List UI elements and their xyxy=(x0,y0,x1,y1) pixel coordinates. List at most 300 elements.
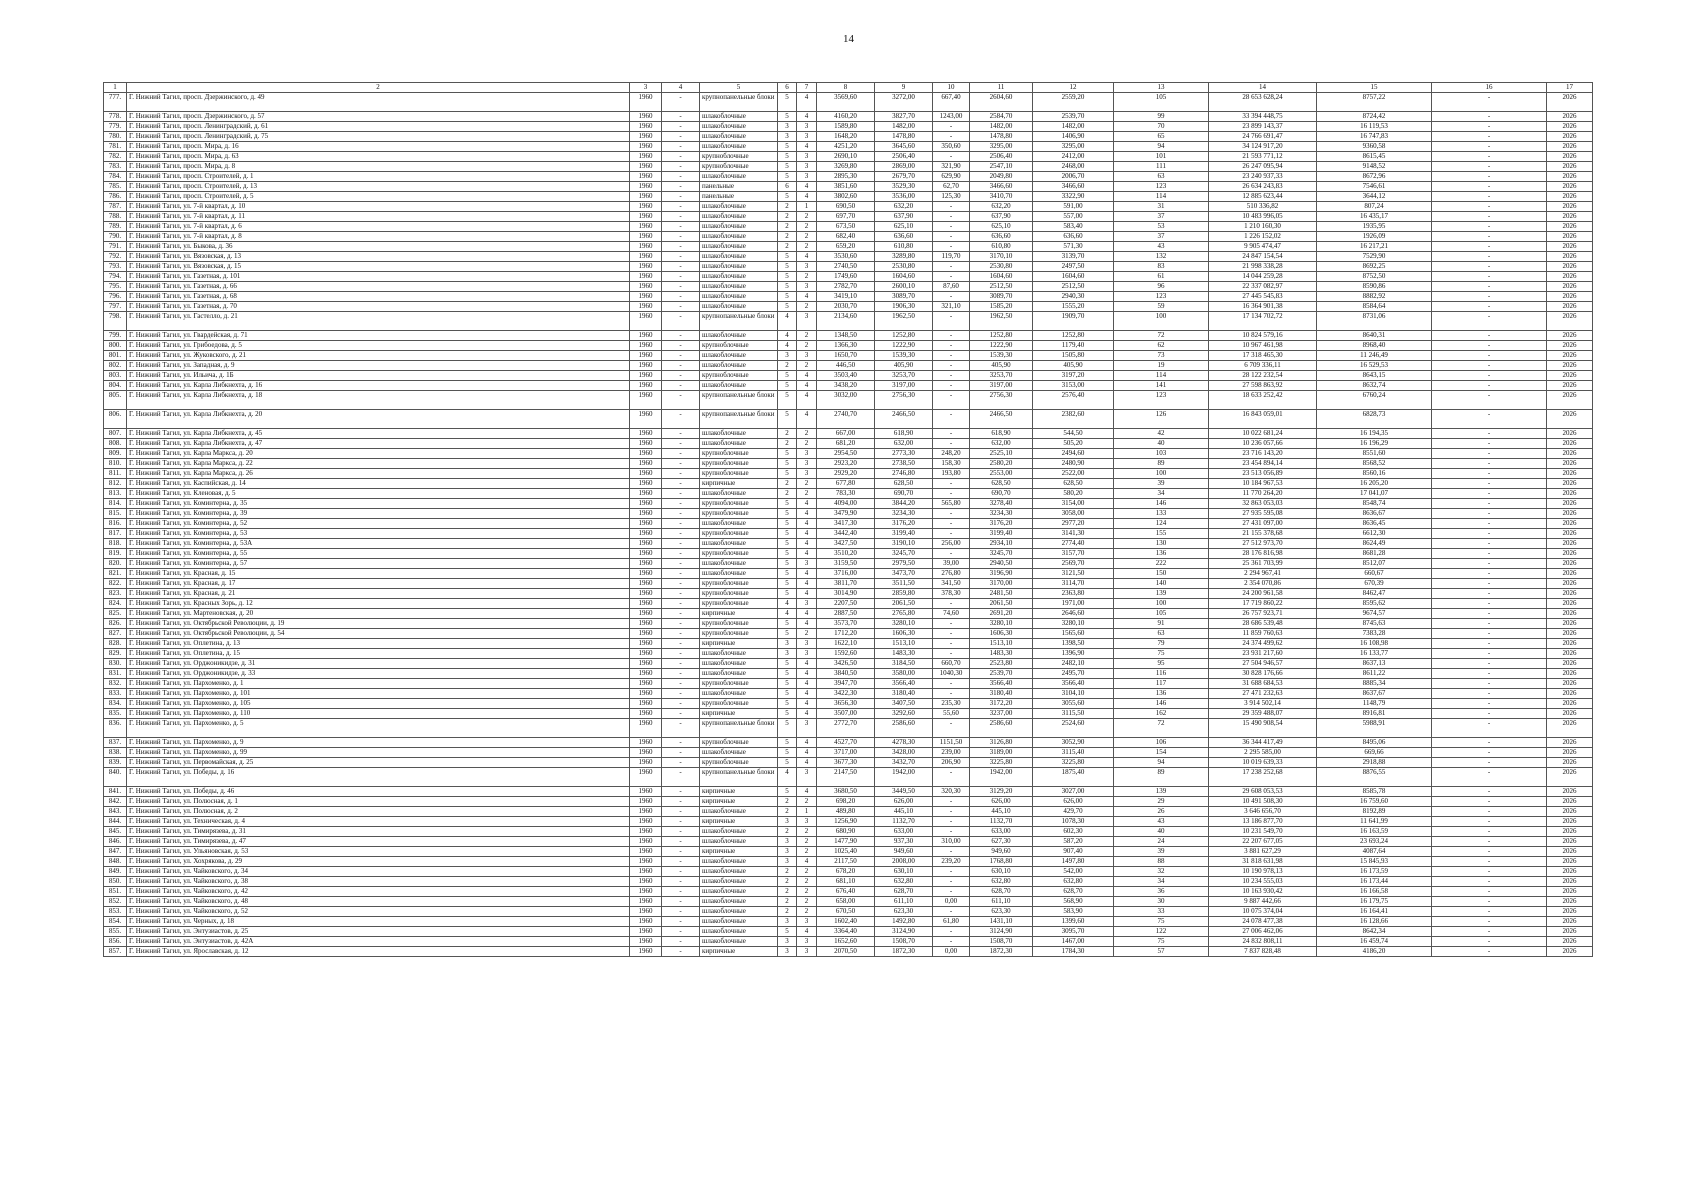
table-cell: 637,90 xyxy=(875,212,933,222)
table-cell: 1650,70 xyxy=(817,351,875,361)
table-cell: 126 xyxy=(1114,410,1209,429)
table-cell: - xyxy=(662,679,700,689)
table-cell: 4186,20 xyxy=(1317,947,1432,957)
table-cell: 778. xyxy=(104,112,127,122)
table-row xyxy=(104,629,1593,639)
table-cell: 27 445 545,83 xyxy=(1209,292,1317,302)
table-cell: - xyxy=(1432,499,1547,509)
table-cell: 8745,63 xyxy=(1317,619,1432,629)
table-cell: 23 899 143,37 xyxy=(1209,122,1317,132)
table-cell: 628,50 xyxy=(970,479,1033,489)
table-cell: 1960 xyxy=(630,439,662,449)
table-cell: Г. Нижний Тагил, ул. Победы, д. 46 xyxy=(127,787,630,797)
table-cell: 2691,20 xyxy=(970,609,1033,619)
table-cell: 2 295 585,00 xyxy=(1209,748,1317,758)
table-cell: 62,70 xyxy=(933,182,970,192)
table-cell: - xyxy=(662,222,700,232)
table-cell: 1960 xyxy=(630,449,662,459)
table-cell: 3032,00 xyxy=(817,391,875,410)
table-cell: 2 xyxy=(797,629,817,639)
table-cell: - xyxy=(1432,738,1547,748)
table-cell: 5 xyxy=(778,758,797,768)
table-cell: шлакоблочные xyxy=(700,222,778,232)
table-cell: 16 196,29 xyxy=(1317,439,1432,449)
table-cell: 2 xyxy=(797,361,817,371)
table-cell: 680,90 xyxy=(817,827,875,837)
table-cell: 1606,30 xyxy=(875,629,933,639)
table-cell: 19 xyxy=(1114,361,1209,371)
table-row xyxy=(104,371,1593,381)
table-cell: 2679,70 xyxy=(875,172,933,182)
table-cell: 1971,00 xyxy=(1033,599,1114,609)
table-cell: 5 xyxy=(778,589,797,599)
table-cell: 33 xyxy=(1114,907,1209,917)
table-cell: 5 xyxy=(778,529,797,539)
table-cell: 798. xyxy=(104,312,127,331)
table-cell: 4 xyxy=(797,539,817,549)
table-cell: 815. xyxy=(104,509,127,519)
table-cell: 53 xyxy=(1114,222,1209,232)
table-cell: Г. Нижний Тагил, просп. Мира, д. 16 xyxy=(127,142,630,152)
table-cell: 3438,20 xyxy=(817,381,875,391)
table-row xyxy=(104,738,1593,748)
table-row xyxy=(104,659,1593,669)
table-cell: 16 164,41 xyxy=(1317,907,1432,917)
table-cell: 3 xyxy=(797,459,817,469)
table-cell: 2497,50 xyxy=(1033,262,1114,272)
table-cell: 34 xyxy=(1114,877,1209,887)
table-cell: - xyxy=(662,489,700,499)
table-cell: 1935,95 xyxy=(1317,222,1432,232)
table-cell: 5 xyxy=(778,410,797,429)
table-cell: 637,90 xyxy=(970,212,1033,222)
table-cell: 11 641,99 xyxy=(1317,817,1432,827)
table-cell: 2584,70 xyxy=(970,112,1033,122)
table-cell: 800. xyxy=(104,341,127,351)
table-cell: 779. xyxy=(104,122,127,132)
table-cell: 16 459,74 xyxy=(1317,937,1432,947)
table-cell: 2 xyxy=(797,439,817,449)
table-cell: 4 xyxy=(797,857,817,867)
table-cell: кирпичные xyxy=(700,847,778,857)
table-cell: 1960 xyxy=(630,609,662,619)
table-cell: 4251,20 xyxy=(817,142,875,152)
table-cell: 4087,64 xyxy=(1317,847,1432,857)
table-cell: 4 xyxy=(797,371,817,381)
table-cell: 2026 xyxy=(1547,877,1593,887)
table-cell: шлакоблочные xyxy=(700,292,778,302)
table-cell: 626,00 xyxy=(875,797,933,807)
table-cell: 2026 xyxy=(1547,629,1593,639)
table-row xyxy=(104,787,1593,797)
table-cell: 8681,28 xyxy=(1317,549,1432,559)
table-cell: 2586,60 xyxy=(970,719,1033,738)
table-cell: 2026 xyxy=(1547,371,1593,381)
table-cell: 3280,10 xyxy=(875,619,933,629)
table-row xyxy=(104,559,1593,569)
table-cell: 1960 xyxy=(630,917,662,927)
table-cell: - xyxy=(1432,132,1547,142)
housing-table xyxy=(103,82,1593,957)
table-cell: - xyxy=(933,907,970,917)
table-cell: 1960 xyxy=(630,787,662,797)
table-cell: 1148,79 xyxy=(1317,699,1432,709)
table-cell: 1 xyxy=(797,202,817,212)
table-row xyxy=(104,937,1593,947)
table-cell: крупноблочные xyxy=(700,589,778,599)
table-cell: шлакоблочные xyxy=(700,429,778,439)
table-cell: 1602,40 xyxy=(817,917,875,927)
table-cell: шлакоблочные xyxy=(700,252,778,262)
table-cell: 2070,50 xyxy=(817,947,875,957)
table-cell: 5 xyxy=(778,469,797,479)
table-row xyxy=(104,679,1593,689)
table-cell: 17 134 702,72 xyxy=(1209,312,1317,331)
table-cell: 26 634 243,83 xyxy=(1209,182,1317,192)
table-cell: 2026 xyxy=(1547,748,1593,758)
table-cell: 2 xyxy=(778,439,797,449)
table-cell: - xyxy=(933,202,970,212)
table-cell: Г. Нижний Тагил, ул. Карла Маркса, д. 20 xyxy=(127,449,630,459)
table-row xyxy=(104,292,1593,302)
table-cell: 2524,60 xyxy=(1033,719,1114,738)
table-cell: 789. xyxy=(104,222,127,232)
table-cell: 36 344 417,49 xyxy=(1209,738,1317,748)
page-number: 14 xyxy=(843,33,854,45)
table-cell: 1784,30 xyxy=(1033,947,1114,957)
table-cell: 2026 xyxy=(1547,797,1593,807)
table-cell: 3089,70 xyxy=(970,292,1033,302)
column-number-cell: 10 xyxy=(933,83,970,93)
table-cell: 2026 xyxy=(1547,429,1593,439)
table-cell: 3422,30 xyxy=(817,689,875,699)
table-cell: - xyxy=(662,469,700,479)
table-cell: 63 xyxy=(1114,172,1209,182)
table-cell: крупноблочные xyxy=(700,758,778,768)
table-cell: 3 xyxy=(797,947,817,957)
table-cell: - xyxy=(662,709,700,719)
table-cell: 2466,50 xyxy=(875,410,933,429)
table-cell: 1960 xyxy=(630,579,662,589)
table-cell: 10 184 967,53 xyxy=(1209,479,1317,489)
table-cell: шлакоблочные xyxy=(700,937,778,947)
table-cell: 4 xyxy=(797,758,817,768)
table-cell: 3 xyxy=(797,599,817,609)
table-cell: 27 512 973,70 xyxy=(1209,539,1317,549)
table-cell: 670,39 xyxy=(1317,579,1432,589)
table-cell: крупнопанельные блоки xyxy=(700,719,778,738)
table-cell: шлакоблочные xyxy=(700,172,778,182)
table-cell: 1025,40 xyxy=(817,847,875,857)
table-cell: - xyxy=(1432,699,1547,709)
table-cell: 2 xyxy=(797,827,817,837)
table-cell: - xyxy=(1432,439,1547,449)
table-cell: 698,20 xyxy=(817,797,875,807)
table-cell: крупнопанельные блоки xyxy=(700,410,778,429)
table-cell: 7383,28 xyxy=(1317,629,1432,639)
table-cell: - xyxy=(1432,947,1547,957)
table-cell: 320,30 xyxy=(933,787,970,797)
table-cell: 1482,00 xyxy=(970,122,1033,132)
table-cell: - xyxy=(662,589,700,599)
table-cell: 2026 xyxy=(1547,649,1593,659)
table-cell: - xyxy=(933,689,970,699)
table-cell: - xyxy=(1432,629,1547,639)
table-cell: 27 598 863,92 xyxy=(1209,381,1317,391)
table-cell: 8692,25 xyxy=(1317,262,1432,272)
table-cell: крупноблочные xyxy=(700,738,778,748)
table-cell: 8882,92 xyxy=(1317,292,1432,302)
table-cell: 2026 xyxy=(1547,439,1593,449)
table-cell: 17 318 465,30 xyxy=(1209,351,1317,361)
table-cell: 1942,00 xyxy=(875,768,933,787)
table-row xyxy=(104,361,1593,371)
table-cell: - xyxy=(1432,817,1547,827)
table-cell: 9360,58 xyxy=(1317,142,1432,152)
table-cell: 785. xyxy=(104,182,127,192)
table-cell: 91 xyxy=(1114,619,1209,629)
table-cell: Г. Нижний Тагил, ул. Газетная, д. 70 xyxy=(127,302,630,312)
table-cell: 2382,60 xyxy=(1033,410,1114,429)
table-cell: 1508,70 xyxy=(875,937,933,947)
table-cell: - xyxy=(1432,212,1547,222)
table-cell: - xyxy=(1432,202,1547,212)
table-cell: 2026 xyxy=(1547,262,1593,272)
table-cell: 4 xyxy=(797,709,817,719)
table-cell: 2887,50 xyxy=(817,609,875,619)
table-row xyxy=(104,381,1593,391)
table-cell: 73 xyxy=(1114,351,1209,361)
housing-table-container xyxy=(103,82,1593,957)
table-cell: крупноблочные xyxy=(700,449,778,459)
table-cell: - xyxy=(933,132,970,142)
column-number-cell: 1 xyxy=(104,83,127,93)
table-cell: 1179,40 xyxy=(1033,341,1114,351)
table-cell: - xyxy=(1432,371,1547,381)
table-cell: 10 019 639,33 xyxy=(1209,758,1317,768)
table-cell: 8643,15 xyxy=(1317,371,1432,381)
table-cell: 1078,30 xyxy=(1033,817,1114,827)
table-cell: 3153,00 xyxy=(1033,381,1114,391)
table-cell: крупноблочные xyxy=(700,529,778,539)
table-cell: 75 xyxy=(1114,917,1209,927)
table-cell: - xyxy=(933,877,970,887)
table-cell: крупнопанельные блоки xyxy=(700,768,778,787)
table-cell: 3479,90 xyxy=(817,509,875,519)
table-cell: - xyxy=(933,768,970,787)
table-cell: 1604,60 xyxy=(1033,272,1114,282)
table-cell: Г. Нижний Тагил, ул. Октябрьской Революции, д. 19 xyxy=(127,619,630,629)
table-cell: 10 231 549,70 xyxy=(1209,827,1317,837)
table-cell: - xyxy=(662,152,700,162)
table-cell: 2977,20 xyxy=(1033,519,1114,529)
table-cell: 33 394 448,75 xyxy=(1209,112,1317,122)
table-row xyxy=(104,768,1593,787)
table-cell: - xyxy=(933,867,970,877)
table-cell: 16 166,58 xyxy=(1317,887,1432,897)
table-cell: 1399,60 xyxy=(1033,917,1114,927)
table-cell: - xyxy=(662,689,700,699)
table-row xyxy=(104,907,1593,917)
table-cell: - xyxy=(933,122,970,132)
table-cell: 855. xyxy=(104,927,127,937)
table-cell: 3 xyxy=(797,262,817,272)
table-cell: 847. xyxy=(104,847,127,857)
table-cell: 2147,50 xyxy=(817,768,875,787)
table-cell: 100 xyxy=(1114,599,1209,609)
table-cell: 5 xyxy=(778,142,797,152)
table-cell: Г. Нижний Тагил, ул. Хохрякова, д. 29 xyxy=(127,857,630,867)
table-cell: 11 246,49 xyxy=(1317,351,1432,361)
table-cell: 136 xyxy=(1114,549,1209,559)
table-cell: 3645,60 xyxy=(875,142,933,152)
table-cell: 2 xyxy=(797,877,817,887)
table-cell: 24 374 499,62 xyxy=(1209,639,1317,649)
table-cell: - xyxy=(662,619,700,629)
table-cell: 1960 xyxy=(630,341,662,351)
table-cell: 632,00 xyxy=(970,439,1033,449)
table-cell: Г. Нижний Тагил, ул. Красная, д. 21 xyxy=(127,589,630,599)
table-cell: - xyxy=(662,738,700,748)
table-row xyxy=(104,331,1593,341)
table-cell: 8615,45 xyxy=(1317,152,1432,162)
table-cell: 580,20 xyxy=(1033,489,1114,499)
table-cell: 602,30 xyxy=(1033,827,1114,837)
table-cell: 5 xyxy=(778,302,797,312)
table-cell: - xyxy=(933,549,970,559)
table-cell: 5 xyxy=(778,549,797,559)
table-cell: 681,20 xyxy=(817,439,875,449)
table-cell: 1872,30 xyxy=(970,947,1033,957)
table-cell: - xyxy=(662,917,700,927)
table-row xyxy=(104,639,1593,649)
table-cell: шлакоблочные xyxy=(700,689,778,699)
table-cell: Г. Нижний Тагил, ул. Черных, д. 18 xyxy=(127,917,630,927)
table-cell: 1555,20 xyxy=(1033,302,1114,312)
table-cell: 814. xyxy=(104,499,127,509)
table-cell: 587,20 xyxy=(1033,837,1114,847)
table-cell: 591,00 xyxy=(1033,202,1114,212)
table-cell: - xyxy=(1432,282,1547,292)
column-number-cell: 12 xyxy=(1033,83,1114,93)
table-cell: 2 xyxy=(778,807,797,817)
table-cell: 1960 xyxy=(630,381,662,391)
table-cell: 822. xyxy=(104,579,127,589)
table-cell: - xyxy=(933,152,970,162)
table-cell: 22 207 677,05 xyxy=(1209,837,1317,847)
table-cell: 123 xyxy=(1114,182,1209,192)
table-cell: - xyxy=(662,112,700,122)
table-cell: 784. xyxy=(104,172,127,182)
table-cell: 8752,50 xyxy=(1317,272,1432,282)
table-cell: 829. xyxy=(104,649,127,659)
table-cell: 16 119,53 xyxy=(1317,122,1432,132)
table-cell: 8637,13 xyxy=(1317,659,1432,669)
column-number-row xyxy=(104,83,1593,93)
table-cell: 1482,00 xyxy=(875,122,933,132)
table-cell: 3234,30 xyxy=(970,509,1033,519)
table-cell: 777. xyxy=(104,93,127,112)
table-cell: 2569,70 xyxy=(1033,559,1114,569)
table-cell: - xyxy=(662,93,700,112)
table-cell: - xyxy=(1432,549,1547,559)
table-cell: 1749,60 xyxy=(817,272,875,282)
table-cell: 2506,40 xyxy=(875,152,933,162)
table-cell: - xyxy=(933,887,970,897)
table-cell: 3172,20 xyxy=(970,699,1033,709)
table-cell: 1960 xyxy=(630,719,662,738)
table-cell: 3 xyxy=(797,937,817,947)
table-cell: - xyxy=(933,927,970,937)
table-cell: 2918,88 xyxy=(1317,758,1432,768)
table-cell: 8672,96 xyxy=(1317,172,1432,182)
table-cell: 3 xyxy=(778,649,797,659)
table-cell: 79 xyxy=(1114,639,1209,649)
table-row xyxy=(104,202,1593,212)
table-cell: 106 xyxy=(1114,738,1209,748)
table-cell: 1960 xyxy=(630,162,662,172)
table-row xyxy=(104,758,1593,768)
table-cell: 16 747,83 xyxy=(1317,132,1432,142)
table-cell: 2523,80 xyxy=(970,659,1033,669)
table-cell: Г. Нижний Тагил, ул. Чайковского, д. 48 xyxy=(127,897,630,907)
table-cell: 2026 xyxy=(1547,857,1593,867)
table-cell: 1960 xyxy=(630,629,662,639)
table-cell: 2026 xyxy=(1547,817,1593,827)
table-cell: - xyxy=(1432,391,1547,410)
table-cell: крупноблочные xyxy=(700,152,778,162)
table-row xyxy=(104,867,1593,877)
table-cell: 907,40 xyxy=(1033,847,1114,857)
table-cell: 3237,00 xyxy=(970,709,1033,719)
table-cell: 29 608 053,53 xyxy=(1209,787,1317,797)
table-cell: Г. Нижний Тагил, ул. Красных Зорь, д. 12 xyxy=(127,599,630,609)
table-cell: 1960 xyxy=(630,659,662,669)
table-cell: кирпичные xyxy=(700,787,778,797)
table-cell: 95 xyxy=(1114,659,1209,669)
table-cell: - xyxy=(1432,867,1547,877)
table-cell: - xyxy=(662,559,700,569)
table-cell: 611,10 xyxy=(875,897,933,907)
table-cell: шлакоблочные xyxy=(700,202,778,212)
table-cell: Г. Нижний Тагил, просп. Мира, д. 8 xyxy=(127,162,630,172)
table-cell: 17 041,07 xyxy=(1317,489,1432,499)
table-cell: 15 490 908,54 xyxy=(1209,719,1317,738)
table-cell: - xyxy=(662,361,700,371)
table-cell: 21 593 771,12 xyxy=(1209,152,1317,162)
table-cell: 949,60 xyxy=(875,847,933,857)
table-cell: 802. xyxy=(104,361,127,371)
table-cell: 2 xyxy=(797,232,817,242)
table-cell: кирпичные xyxy=(700,817,778,827)
table-cell: 103 xyxy=(1114,449,1209,459)
table-cell: 610,80 xyxy=(875,242,933,252)
table-cell: 1960 xyxy=(630,559,662,569)
table-cell: 7546,61 xyxy=(1317,182,1432,192)
table-cell: 2026 xyxy=(1547,589,1593,599)
table-cell: 3089,70 xyxy=(875,292,933,302)
column-number-cell: 6 xyxy=(778,83,797,93)
table-cell: 3095,70 xyxy=(1033,927,1114,937)
table-cell: 28 686 539,48 xyxy=(1209,619,1317,629)
table-cell: 3058,00 xyxy=(1033,509,1114,519)
table-cell: Г. Нижний Тагил, ул. Техническая, д. 4 xyxy=(127,817,630,827)
table-cell: 5 xyxy=(778,282,797,292)
table-cell: - xyxy=(933,272,970,282)
table-cell: 27 006 462,06 xyxy=(1209,927,1317,937)
table-cell: 5 xyxy=(778,509,797,519)
table-cell: 5 xyxy=(778,162,797,172)
